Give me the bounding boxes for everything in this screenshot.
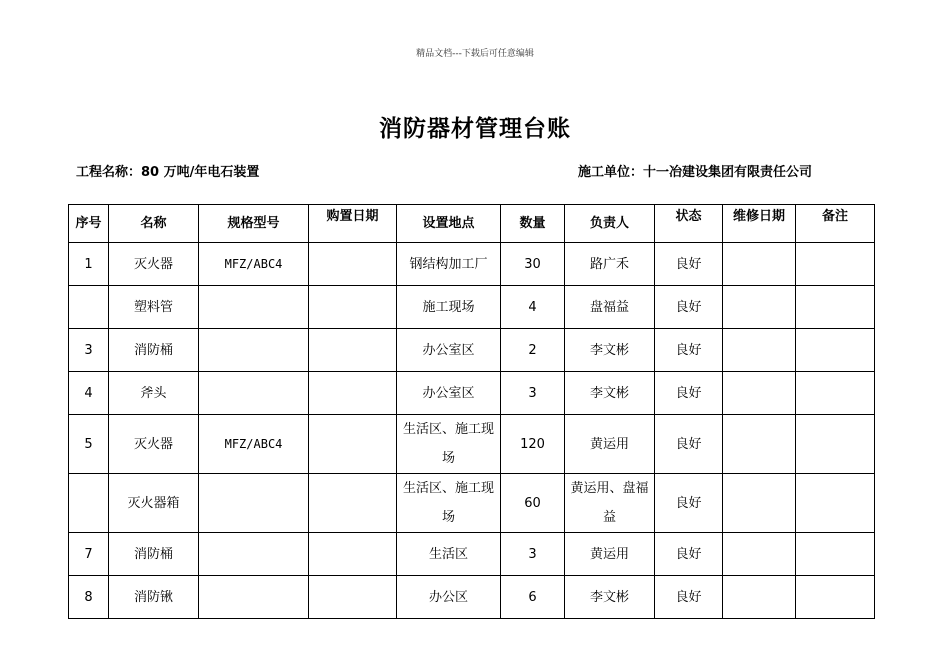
cell-note xyxy=(796,474,875,533)
column-header-repair-date: 维修日期 xyxy=(723,205,796,243)
table-row xyxy=(69,286,875,329)
cell-repair-date xyxy=(723,329,796,372)
construction-unit: 施工单位：十一冶建设集团有限责任公司 xyxy=(578,165,813,180)
cell-status: 良好 xyxy=(655,576,723,619)
cell-quantity: 120 xyxy=(501,415,565,474)
cell-purchase-date xyxy=(309,474,397,533)
cell-repair-date xyxy=(723,286,796,329)
column-header-person: 负责人 xyxy=(565,205,655,243)
table-row xyxy=(69,576,875,619)
column-header-purchase-date: 购置日期 xyxy=(309,205,397,243)
column-header-note: 备注 xyxy=(796,205,875,243)
cell-purchase-date xyxy=(309,286,397,329)
cell-spec xyxy=(199,286,309,329)
cell-note xyxy=(796,286,875,329)
cell-person: 李文彬 xyxy=(565,329,655,372)
cell-name: 灭火器箱 xyxy=(109,474,199,533)
cell-location: 施工现场 xyxy=(397,286,501,329)
cell-location: 办公区 xyxy=(397,576,501,619)
cell-note xyxy=(796,533,875,576)
column-header-name: 名称 xyxy=(109,205,199,243)
column-header-spec: 规格型号 xyxy=(199,205,309,243)
cell-quantity: 2 xyxy=(501,329,565,372)
cell-name: 消防桶 xyxy=(109,329,199,372)
cell-status: 良好 xyxy=(655,243,723,286)
cell-purchase-date xyxy=(309,576,397,619)
cell-no: 1 xyxy=(69,243,109,286)
cell-spec: MFZ/ABC4 xyxy=(199,243,309,286)
cell-status: 良好 xyxy=(655,329,723,372)
column-header-status: 状态 xyxy=(655,205,723,243)
cell-quantity: 3 xyxy=(501,533,565,576)
equipment-ledger-table xyxy=(68,204,875,619)
table-row xyxy=(69,474,875,533)
document-title: 消防器材管理台账 xyxy=(379,116,571,142)
cell-quantity: 3 xyxy=(501,372,565,415)
cell-location: 办公室区 xyxy=(397,329,501,372)
cell-repair-date xyxy=(723,533,796,576)
project-name: 工程名称：80 万吨/年电石装置 xyxy=(76,165,260,180)
cell-status: 良好 xyxy=(655,372,723,415)
cell-purchase-date xyxy=(309,372,397,415)
cell-no: 5 xyxy=(69,415,109,474)
cell-no: 3 xyxy=(69,329,109,372)
cell-location: 办公室区 xyxy=(397,372,501,415)
cell-spec xyxy=(199,329,309,372)
table-row xyxy=(69,533,875,576)
cell-no: 8 xyxy=(69,576,109,619)
cell-note xyxy=(796,329,875,372)
cell-spec xyxy=(199,576,309,619)
cell-location: 生活区、施工现场 xyxy=(397,474,501,533)
cell-name: 塑料管 xyxy=(109,286,199,329)
cell-purchase-date xyxy=(309,415,397,474)
column-header-location: 设置地点 xyxy=(397,205,501,243)
cell-quantity: 6 xyxy=(501,576,565,619)
cell-spec xyxy=(199,372,309,415)
cell-location: 生活区 xyxy=(397,533,501,576)
cell-purchase-date xyxy=(309,329,397,372)
cell-person: 黄运用 xyxy=(565,533,655,576)
cell-quantity: 30 xyxy=(501,243,565,286)
cell-person: 李文彬 xyxy=(565,372,655,415)
cell-status: 良好 xyxy=(655,474,723,533)
cell-repair-date xyxy=(723,372,796,415)
watermark-text: 精品文档---下载后可任意编辑 xyxy=(416,49,534,59)
cell-person: 路广禾 xyxy=(565,243,655,286)
cell-note xyxy=(796,372,875,415)
cell-spec xyxy=(199,474,309,533)
cell-name: 灭火器 xyxy=(109,243,199,286)
table-header-row xyxy=(69,205,875,243)
cell-no xyxy=(69,286,109,329)
cell-quantity: 4 xyxy=(501,286,565,329)
cell-status: 良好 xyxy=(655,286,723,329)
cell-person: 黄运用、盘福益 xyxy=(565,474,655,533)
cell-quantity: 60 xyxy=(501,474,565,533)
cell-repair-date xyxy=(723,576,796,619)
cell-person: 黄运用 xyxy=(565,415,655,474)
cell-note xyxy=(796,576,875,619)
cell-note xyxy=(796,243,875,286)
cell-location: 生活区、施工现场 xyxy=(397,415,501,474)
cell-name: 灭火器 xyxy=(109,415,199,474)
cell-name: 斧头 xyxy=(109,372,199,415)
cell-no: 7 xyxy=(69,533,109,576)
cell-repair-date xyxy=(723,474,796,533)
table-row xyxy=(69,415,875,474)
cell-status: 良好 xyxy=(655,533,723,576)
column-header-no: 序号 xyxy=(69,205,109,243)
cell-no: 4 xyxy=(69,372,109,415)
cell-spec: MFZ/ABC4 xyxy=(199,415,309,474)
cell-location: 钢结构加工厂 xyxy=(397,243,501,286)
cell-person: 李文彬 xyxy=(565,576,655,619)
column-header-quantity: 数量 xyxy=(501,205,565,243)
cell-repair-date xyxy=(723,243,796,286)
table-row xyxy=(69,329,875,372)
cell-status: 良好 xyxy=(655,415,723,474)
cell-no xyxy=(69,474,109,533)
cell-name: 消防锹 xyxy=(109,576,199,619)
cell-purchase-date xyxy=(309,243,397,286)
table-row xyxy=(69,372,875,415)
table-row xyxy=(69,243,875,286)
cell-note xyxy=(796,415,875,474)
cell-person: 盘福益 xyxy=(565,286,655,329)
cell-repair-date xyxy=(723,415,796,474)
cell-spec xyxy=(199,533,309,576)
cell-purchase-date xyxy=(309,533,397,576)
cell-name: 消防桶 xyxy=(109,533,199,576)
